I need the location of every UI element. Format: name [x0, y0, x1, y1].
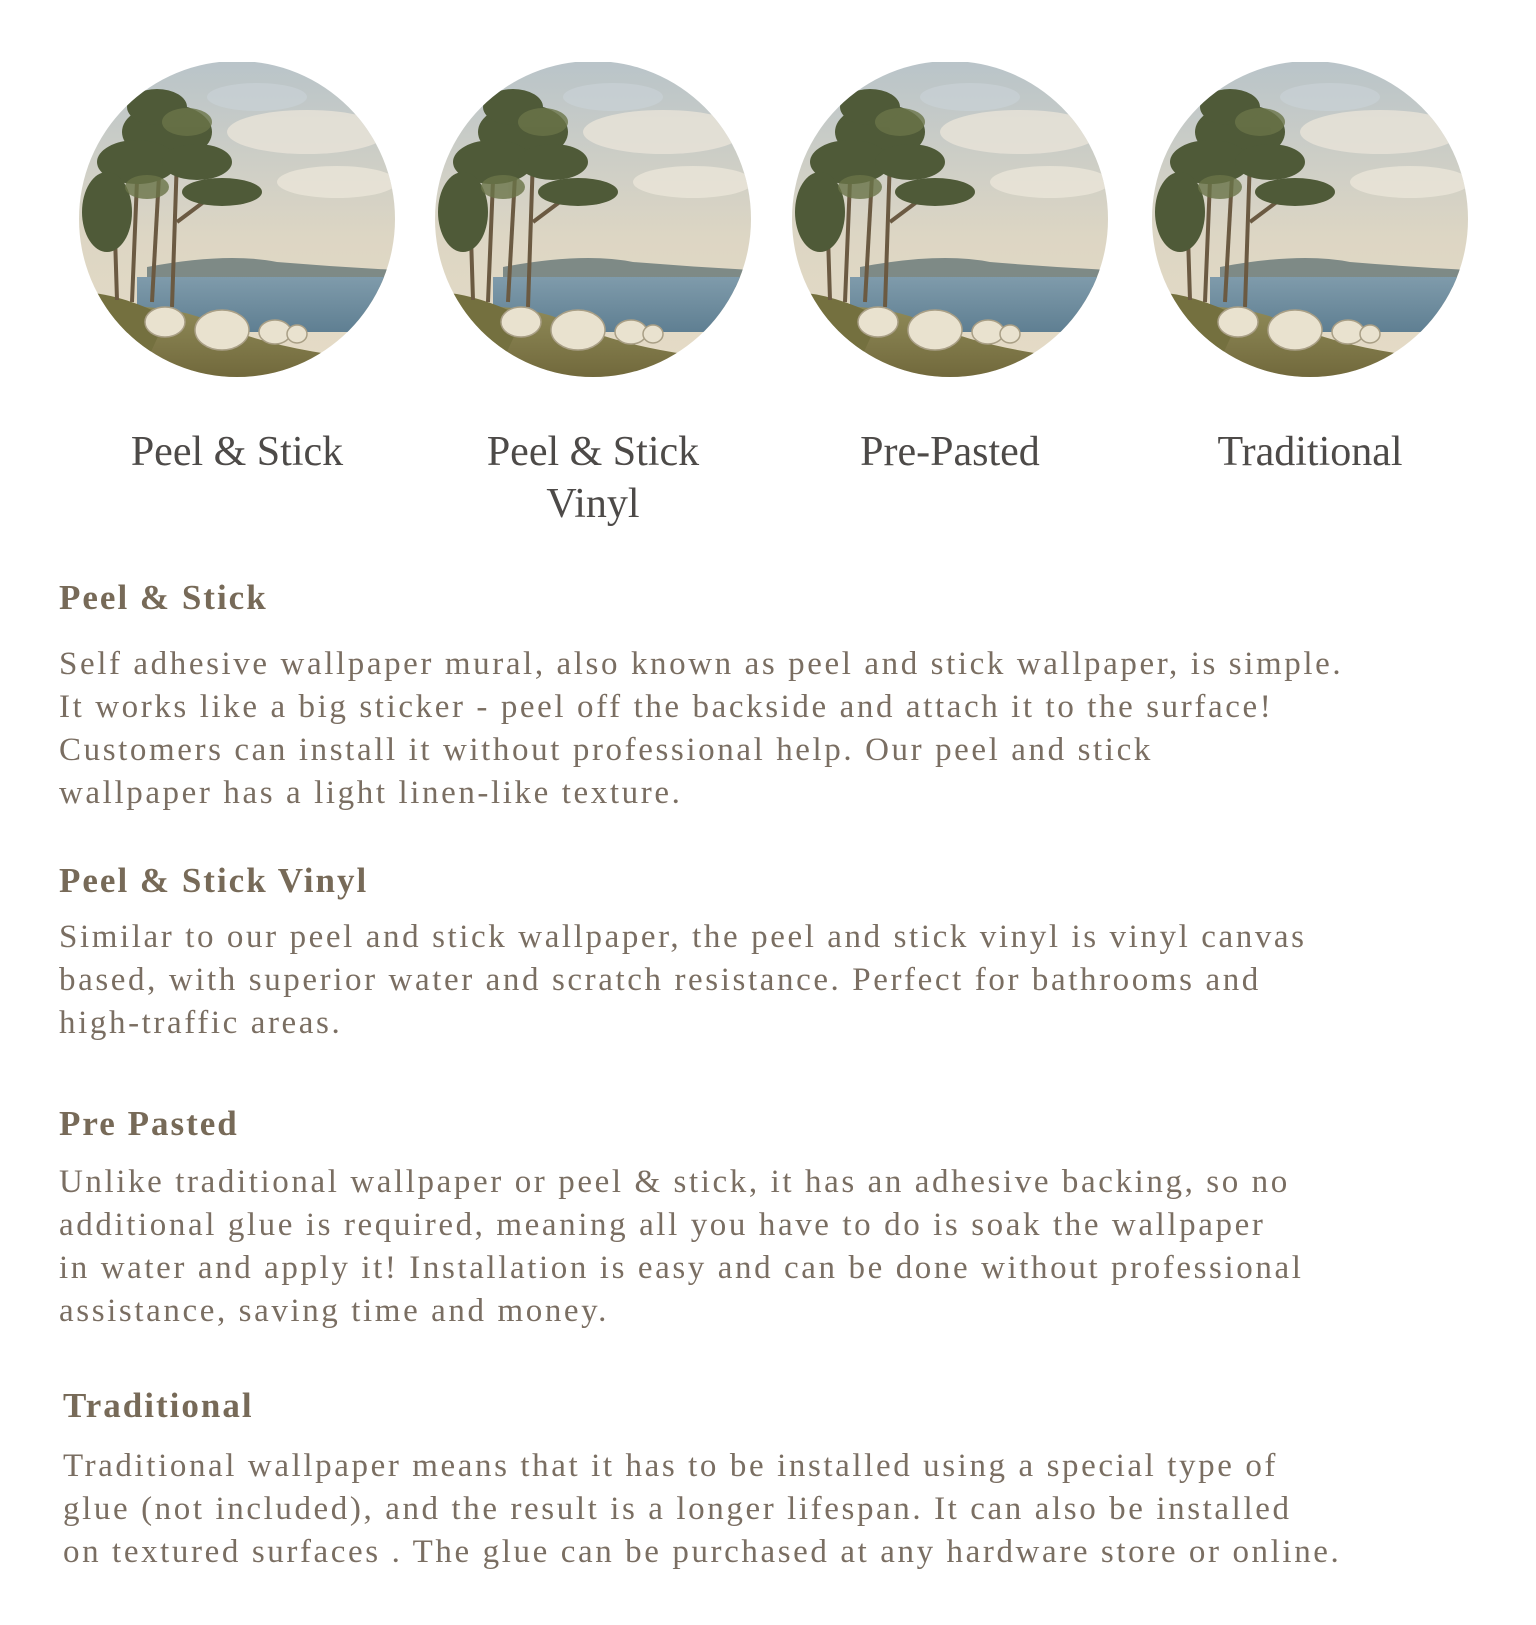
option-label: Pre-Pasted [860, 429, 1040, 475]
section-body: Unlike traditional wallpaper or peel & stick, it has an adhesive backing, so no additional glue is required, meaning all you have to do is soak the wallpaper in water and apply it! Installation is easy and can be done without professional assistance, saving time and money. [59, 1164, 1304, 1329]
section-title: Peel & Stick [59, 578, 268, 617]
swatch-image [790, 62, 1110, 378]
swatch-image [433, 62, 753, 378]
section-traditional [63, 1386, 1483, 1574]
swatch-image [77, 62, 397, 378]
option-label: Peel & Stick [130, 429, 344, 475]
option-traditional[interactable] [1145, 62, 1475, 478]
section-title: Pre Pasted [59, 1104, 239, 1143]
option-label: Peel & Stick Vinyl [486, 429, 700, 527]
option-peel-stick[interactable] [72, 62, 402, 478]
option-peel-stick-vinyl[interactable] [428, 62, 758, 530]
option-label: Traditional [1217, 429, 1403, 475]
section-pre-pasted [59, 1104, 1479, 1333]
option-pre-pasted[interactable] [785, 62, 1115, 478]
swatch-image [1150, 62, 1470, 378]
section-body: Traditional wallpaper means that it has to be installed using a special type of glue (not included), and the result is a longer lifespan. It can also be installed on textured surfaces . The glue can be purchased at any hardware store or online. [63, 1448, 1342, 1570]
section-peel-stick-vinyl [59, 861, 1479, 1045]
section-body: Self adhesive wallpaper mural, also known as peel and stick wallpaper, is simple. It works like a big sticker - peel off the backside and attach it to the surface! Customers can install it without professional help. Our peel and stick wallpaper has a light linen-like texture. [59, 646, 1344, 811]
section-title: Peel & Stick Vinyl [59, 861, 369, 900]
format-options [0, 62, 1536, 542]
section-peel-stick [59, 578, 1479, 815]
section-body: Similar to our peel and stick wallpaper, the peel and stick vinyl is vinyl canvas based, with superior water and scratch resistance. Perfect for bathrooms and high-traffic areas. [59, 919, 1307, 1041]
section-title: Traditional [63, 1386, 254, 1425]
